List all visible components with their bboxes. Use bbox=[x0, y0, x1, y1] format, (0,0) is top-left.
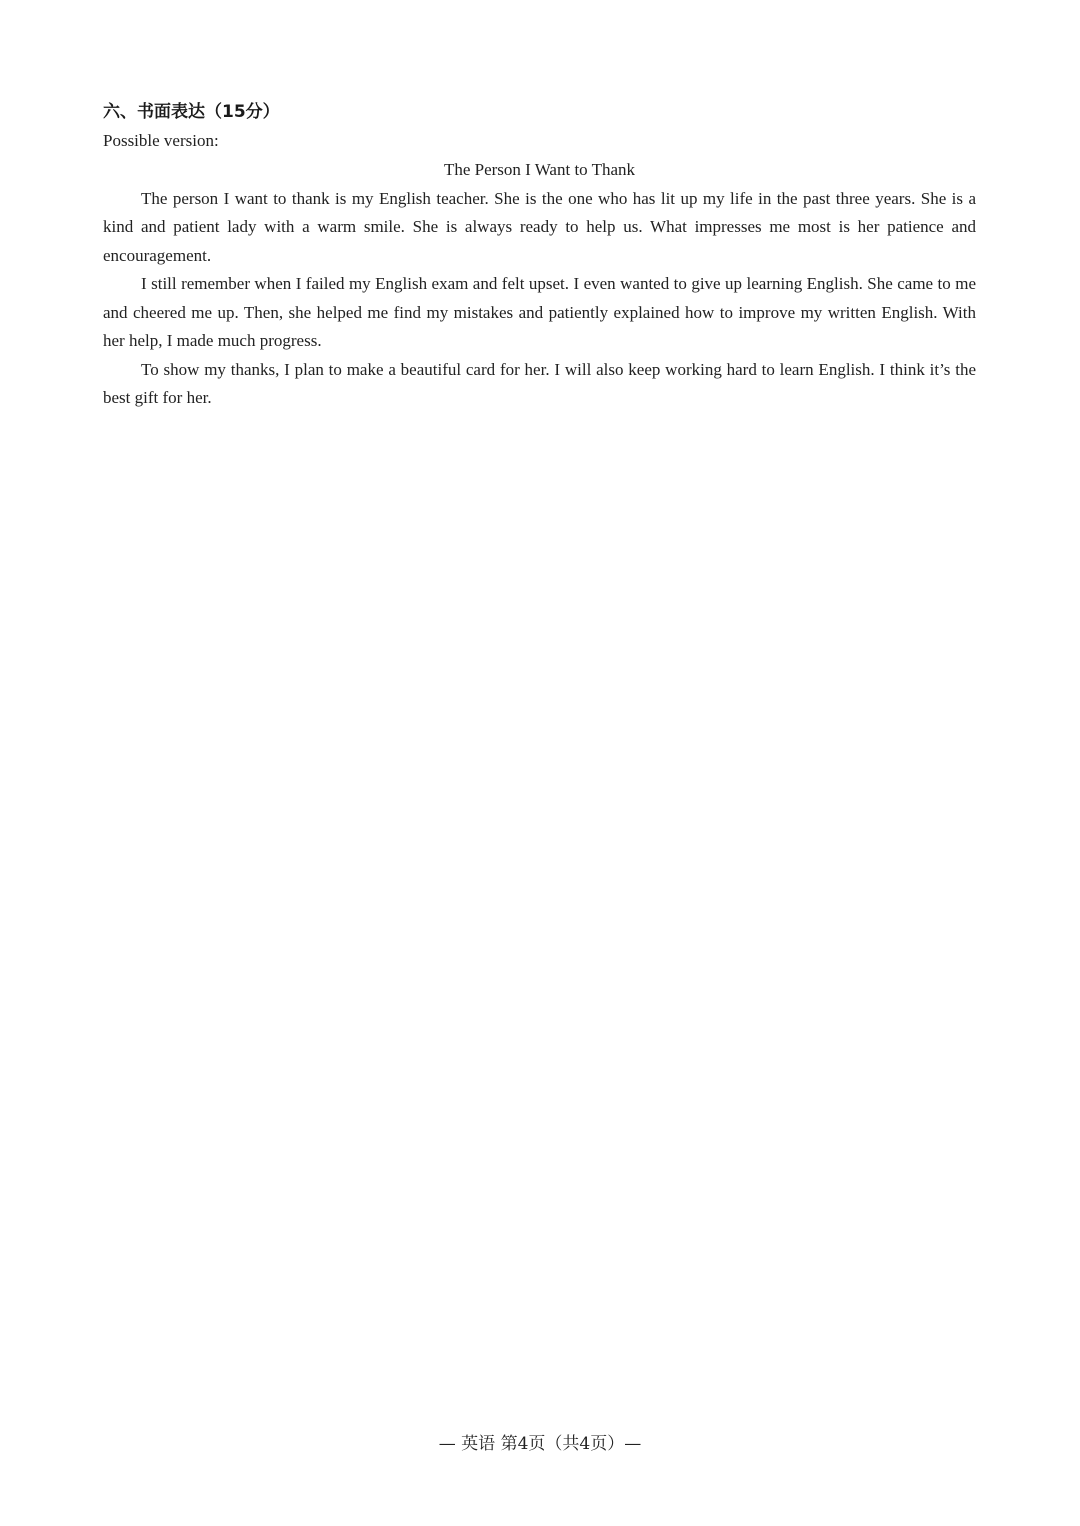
page-footer: — 英语 第4页（共4页）— bbox=[438, 1434, 642, 1454]
version-label: Possible version: bbox=[103, 131, 219, 150]
section-heading: 六、书面表达（15分） bbox=[103, 102, 280, 122]
essay-paragraph-2: I still remember when I failed my English exam and felt upset. I even wanted to give up learning English. She came to me and cheered me up. Then, she helped me find my mistakes and patiently explained how to improve my written English. With her help, I made much progress. bbox=[103, 274, 976, 350]
essay-paragraph-3: To show my thanks, I plan to make a beautiful card for her. I will also keep working hard to learn English. I think it’s the best gift for her. bbox=[103, 359, 976, 407]
essay bbox=[103, 156, 976, 413]
essay-paragraph-1: The person I want to thank is my English teacher. She is the one who has lit up my life in the past three years. She is a kind and patient lady with a warm smile. She is always ready to help us. What impresses me most is her patience and encouragement. bbox=[103, 188, 976, 265]
essay-title: The Person I Want to Thank bbox=[443, 160, 636, 179]
